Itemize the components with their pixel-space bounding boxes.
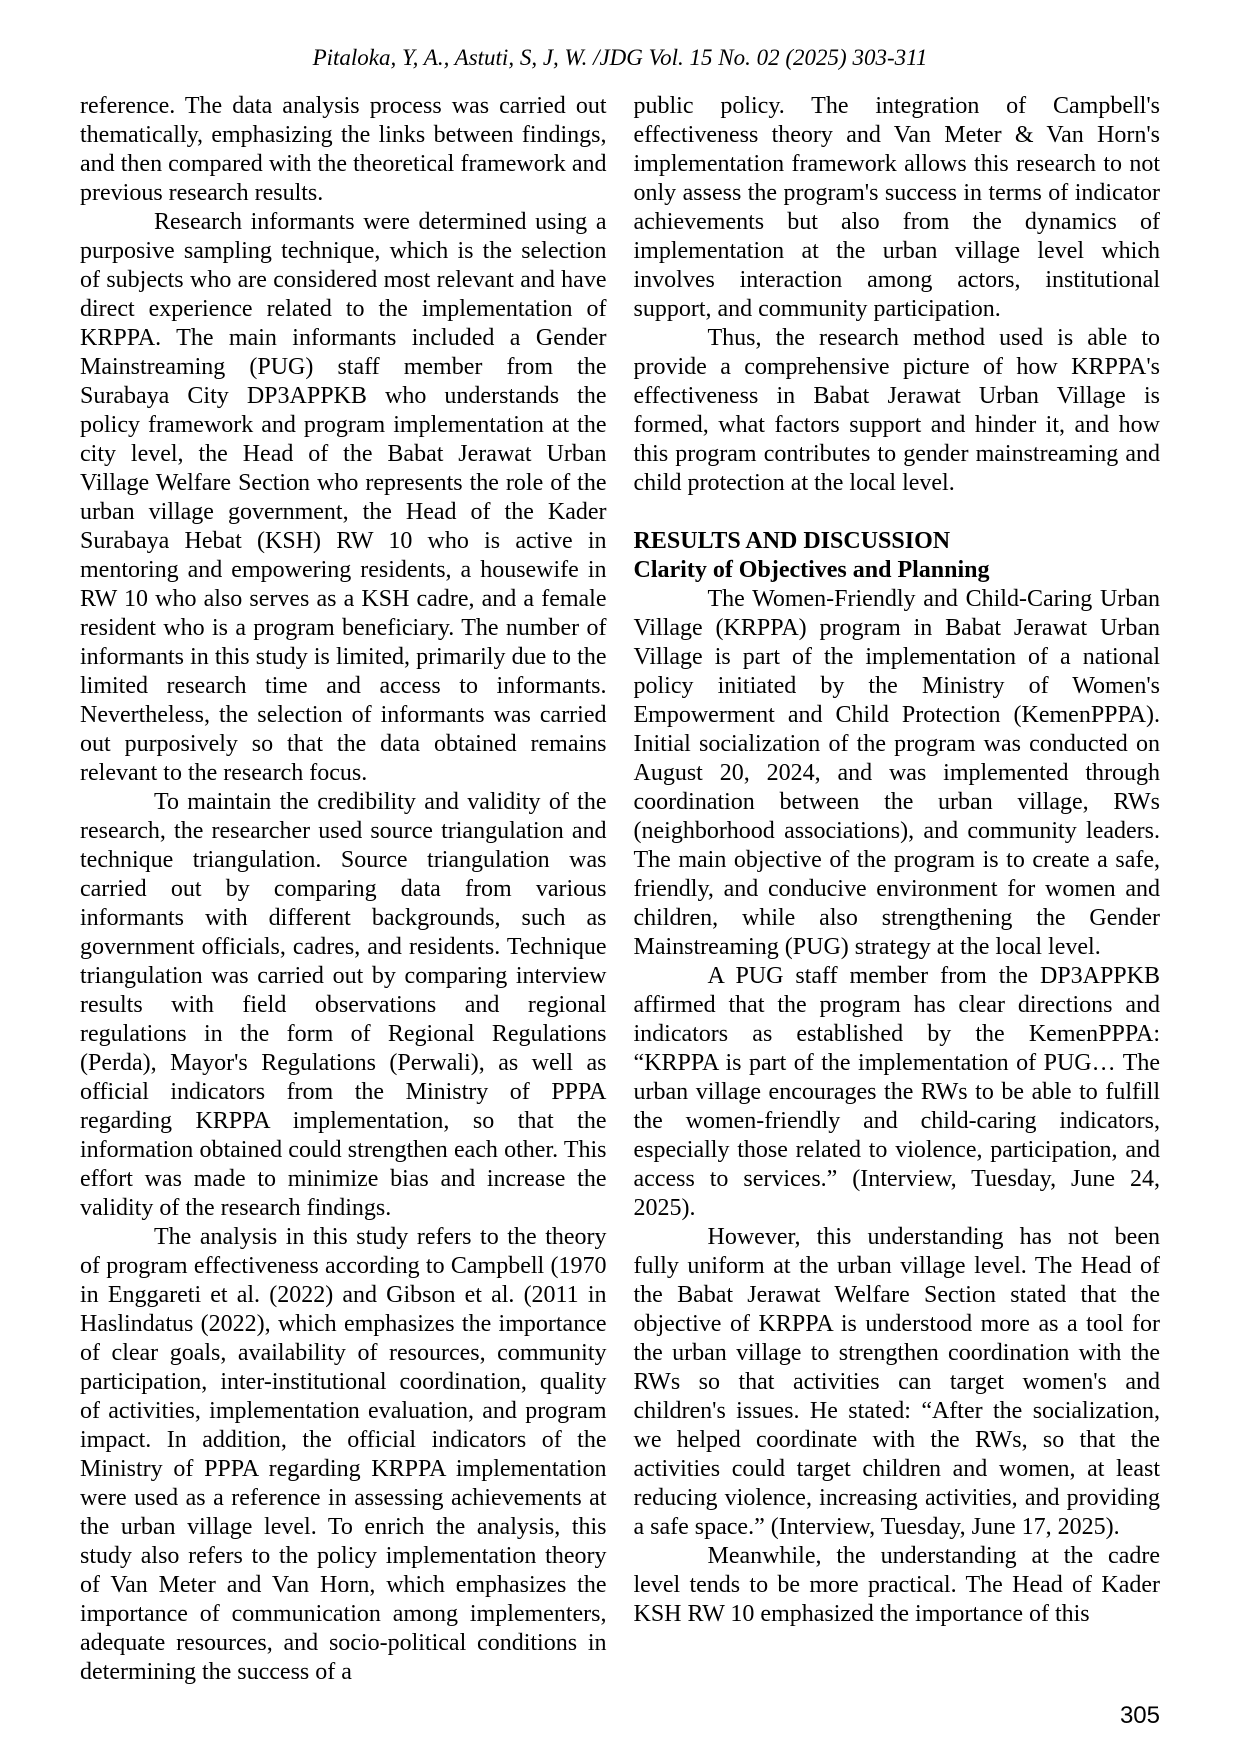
- subsection-heading: Clarity of Objectives and Planning: [633, 557, 990, 583]
- paragraph: To maintain the credibility and validity of the research, the researcher used source triangulation and technique triangulation. Source triangulation was carried out by comparing data from various informants with different backgrounds, such as government officials, cadres, and residents. Technique triangulation was carried out by comparing interview results with field observations and regional regulations in the form of Regional Regulations (Perda), Mayor's Regulations (Perwali), as well as official indicators from the Ministry of PPPA regarding KRPPA implementation, so that the information obtained could strengthen each other. This effort was made to minimize bias and increase the validity of the research findings.: [80, 789, 607, 1221]
- paragraph: reference. The data analysis process was carried out thematically, emphasizing the links between findings, and then compared with the theoretical framework and previous research results.: [80, 93, 607, 206]
- paragraph: public policy. The integration of Campbell's effectiveness theory and Van Meter & Van Horn's implementation framework allows this research to not only assess the program's success in terms of indicator achievements but also from the dynamics of implementation at the urban village level which involves interaction among actors, institutional support, and community participation.: [633, 93, 1160, 322]
- page-number: 305: [1119, 1702, 1160, 1729]
- paragraph: The Women-Friendly and Child-Caring Urban Village (KRPPA) program in Babat Jerawat Urban Village is part of the implementation of a national policy initiated by the Ministry of Women's Empowerment and Child Protection (KemenPPPA). Initial socialization of the program was conducted on August 20, 2024, and was implemented through coordination between the urban village, RWs (neighborhood associations), and community leaders. The main objective of the program is to create a safe, friendly, and conducive environment for women and children, while also strengthening the Gender Mainstreaming (PUG) strategy at the local level.: [633, 586, 1160, 960]
- paragraph: However, this understanding has not been fully uniform at the urban village level. The Head of the Babat Jerawat Welfare Section stated that the objective of KRPPA is understood more as a tool for the urban village to strengthen coordination with the RWs so that activities can target women's and children's issues. He stated: “After the socialization, we helped coordinate with the RWs, so that the activities could target children and women, at least reducing violence, increasing activities, and providing a safe space.” (Interview, Tuesday, June 17, 2025).: [633, 1224, 1160, 1540]
- paragraph: Thus, the research method used is able to provide a comprehensive picture of how KRPPA's effectiveness in Babat Jerawat Urban Village is formed, what factors support and hinder it, and how this program contributes to gender mainstreaming and child protection at the local level.: [633, 325, 1160, 496]
- paragraph: A PUG staff member from the DP3APPKB affirmed that the program has clear directions and indicators as established by the KemenPPPA: “KRPPA is part of the implementation of PUG… The urban village encourages the RWs to be able to fulfill the women-friendly and child-caring indicators, especially those related to violence, participation, and access to services.” (Interview, Tuesday, June 24, 2025).: [633, 963, 1160, 1221]
- paragraph: Meanwhile, the understanding at the cadre level tends to be more practical. The Head of Kader KSH RW 10 emphasized the importance of this: [633, 1543, 1160, 1627]
- paragraph: Research informants were determined using a purposive sampling technique, which is the selection of subjects who are considered most relevant and have direct experience related to the implementation of KRPPA. The main informants included a Gender Mainstreaming (PUG) staff member from the Surabaya City DP3APPKB who understands the policy framework and program implementation at the city level, the Head of the Babat Jerawat Urban Village Welfare Section who represents the role of the urban village government, the Head of the Kader Surabaya Hebat (KSH) RW 10 who is active in mentoring and empowering residents, a housewife in RW 10 who also serves as a KSH cadre, and a female resident who is a program beneficiary. The number of informants in this study is limited, primarily due to the limited research time and access to informants. Nevertheless, the selection of informants was carried out purposively so that the data obtained remains relevant to the research focus.: [80, 209, 607, 786]
- two-column-body: [80, 92, 1160, 1687]
- right-column: [634, 92, 1161, 1687]
- running-head: Pitaloka, Y, A., Astuti, S, J, W. /JDG Vol. 15 No. 02 (2025) 303-311: [312, 45, 928, 70]
- left-column: [80, 92, 607, 1687]
- paragraph: The analysis in this study refers to the theory of program effectiveness according to Campbell (1970 in Enggareti et al. (2022) and Gibson et al. (2011 in Haslindatus (2022), which emphasizes the importance of clear goals, availability of resources, community participation, inter-institutional coordination, quality of activities, implementation evaluation, and program impact. In addition, the official indicators of the Ministry of PPPA regarding KRPPA implementation were used as a reference in assessing achievements at the urban village level. To enrich the analysis, this study also refers to the policy implementation theory of Van Meter and Van Horn, which emphasizes the importance of communication among implementers, adequate resources, and socio-political conditions in determining the success of a: [80, 1224, 607, 1685]
- section-heading: RESULTS AND DISCUSSION: [633, 528, 951, 554]
